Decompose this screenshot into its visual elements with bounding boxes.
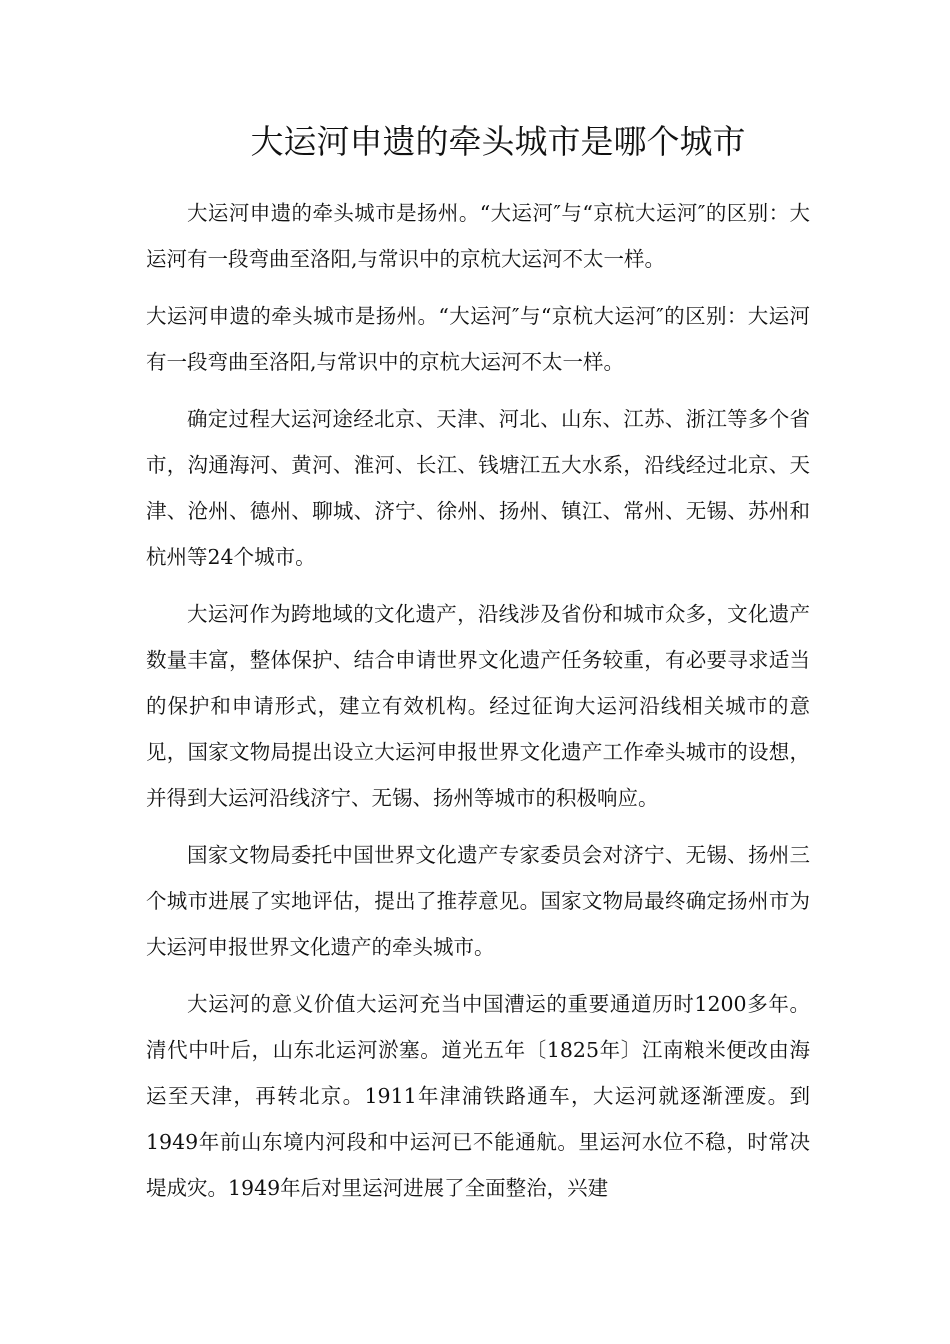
paragraph-3: 确定过程大运河途经北京、天津、河北、山东、江苏、浙江等多个省市，沟通海河、黄河、淮河、长江、钱塘江五大水系，沿线经过北京、天津、沧州、德州、聊城、济宁、徐州、扬州、镇江、常州、无锡、苏州和杭州等24个城市。 bbox=[146, 407, 810, 569]
paragraph-2: 大运河申遗的牵头城市是扬州。“大运河″与“京杭大运河″的区别：大运河有一段弯曲至洛阳,与常识中的京杭大运河不太一样。 bbox=[146, 304, 810, 374]
paragraph-6: 大运河的意义价值大运河充当中国漕运的重要通道历时1200多年。清代中叶后，山东北运河淤塞。道光五年〔1825年〕江南粮米便改由海运至天津，再转北京。1911年津浦铁路通车，大运河就逐渐湮废。到1949年前山东境内河段和中运河已不能通航。里运河水位不稳，时常决堤成灾。1949年后对里运河进展了全面整治，兴建 bbox=[146, 992, 810, 1200]
document-title: 大运河申遗的牵头城市是哪个城市 bbox=[250, 122, 746, 161]
paragraph-1: 大运河申遗的牵头城市是扬州。“大运河″与“京杭大运河″的区别：大运河有一段弯曲至洛阳,与常识中的京杭大运河不太一样。 bbox=[146, 201, 810, 271]
paragraph-5: 国家文物局委托中国世界文化遗产专家委员会对济宁、无锡、扬州三个城市进展了实地评估，提出了推荐意见。国家文物局最终确定扬州市为大运河申报世界文化遗产的牵头城市。 bbox=[146, 843, 810, 959]
paragraph-4: 大运河作为跨地域的文化遗产，沿线涉及省份和城市众多，文化遗产数量丰富，整体保护、结合申请世界文化遗产任务较重，有必要寻求适当的保护和申请形式，建立有效机构。经过征询大运河沿线相关城市的意见，国家文物局提出设立大运河申报世界文化遗产工作牵头城市的设想，并得到大运河沿线济宁、无锡、扬州等城市的积极响应。 bbox=[146, 602, 810, 810]
